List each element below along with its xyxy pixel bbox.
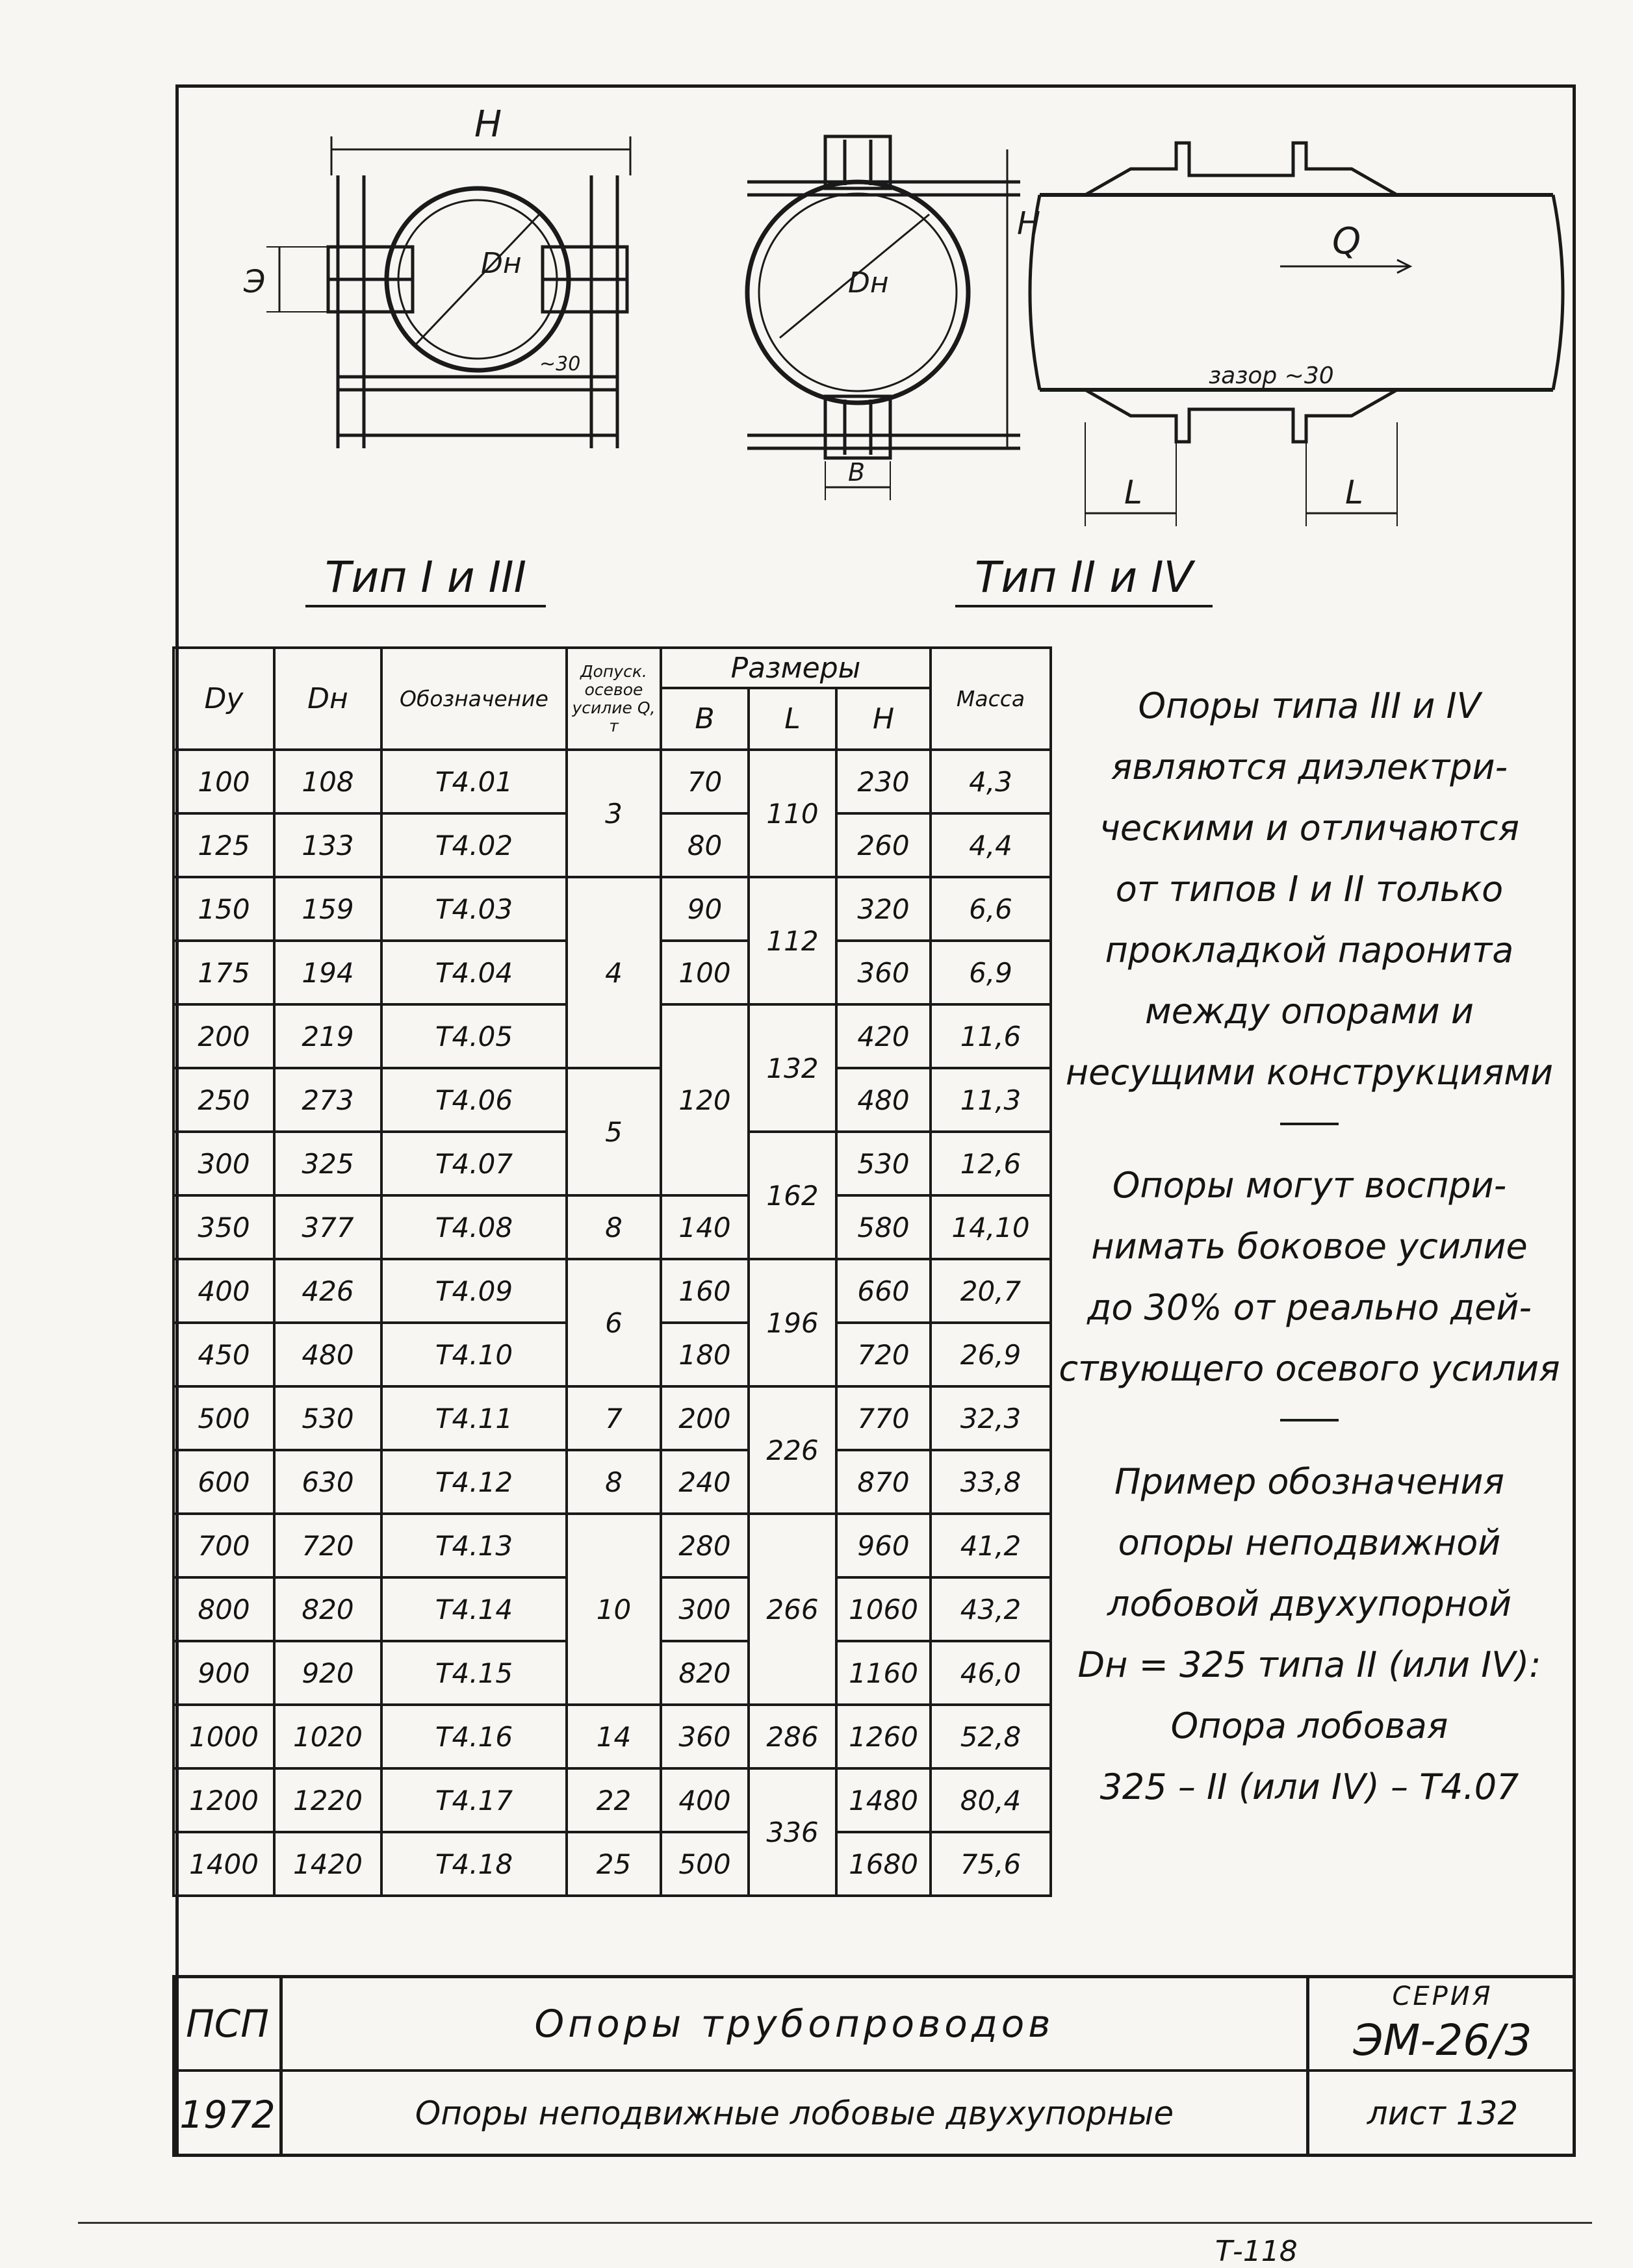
col-header-mass: Масса	[931, 648, 1051, 750]
cell-dy: 175	[174, 941, 274, 1004]
table-row	[174, 1768, 1051, 1832]
spec-table	[172, 646, 1052, 1897]
note-line: Опора лобовая	[1170, 1705, 1448, 1746]
cell-designation: Т4.09	[381, 1259, 567, 1323]
note-line: Опоры могут воспри-	[1112, 1165, 1507, 1206]
cell-mass: 32,3	[931, 1386, 1051, 1450]
cell-b: 160	[661, 1259, 749, 1323]
note-line: ствующего осевого усилия	[1059, 1348, 1560, 1389]
cell-designation: Т4.07	[381, 1132, 567, 1195]
document-subtitle: Опоры неподвижные лобовые двухупорные	[415, 2094, 1174, 2132]
table-row	[174, 1832, 1051, 1896]
cell-dn: 377	[274, 1195, 381, 1259]
cell-force: 10	[567, 1514, 661, 1705]
cell-b: 300	[661, 1577, 749, 1641]
cell-dn: 325	[274, 1132, 381, 1195]
cell-dn: 630	[274, 1450, 381, 1514]
cell-h: 320	[836, 877, 931, 941]
note-divider	[1056, 1110, 1563, 1136]
cell-h: 870	[836, 1450, 931, 1514]
cell-force: 5	[567, 1068, 661, 1195]
left-dim-h-label: H	[474, 103, 502, 146]
cell-l: 196	[749, 1259, 836, 1386]
cell-designation: Т4.12	[381, 1450, 567, 1514]
cell-force: 25	[567, 1832, 661, 1896]
cell-designation: Т4.05	[381, 1004, 567, 1068]
cell-force: 8	[567, 1195, 661, 1259]
note-line: Пример обозначения	[1114, 1461, 1504, 1502]
cell-b: 200	[661, 1386, 749, 1450]
cell-dn: 273	[274, 1068, 381, 1132]
note-line: до 30% от реально дей-	[1087, 1287, 1532, 1328]
series-label: СЕРИЯ	[1392, 1981, 1493, 2011]
cell-h: 530	[836, 1132, 931, 1195]
cell-mass: 11,3	[931, 1068, 1051, 1132]
cell-h: 720	[836, 1323, 931, 1386]
cell-dn: 1420	[274, 1832, 381, 1896]
title-block-divider	[1306, 1978, 1309, 2154]
note-line: нимать боковое усилие	[1091, 1226, 1528, 1267]
cell-mass: 52,8	[931, 1705, 1051, 1768]
cell-b: 180	[661, 1323, 749, 1386]
cell-l: 112	[749, 877, 836, 1004]
year: 1972	[175, 2069, 279, 2157]
cell-b: 360	[661, 1705, 749, 1768]
cell-dy: 350	[174, 1195, 274, 1259]
cell-mass: 6,9	[931, 941, 1051, 1004]
cell-b: 500	[661, 1832, 749, 1896]
cell-designation: Т4.02	[381, 813, 567, 877]
cell-force: 4	[567, 877, 661, 1068]
cell-force: 14	[567, 1705, 661, 1768]
cell-dy: 700	[174, 1514, 274, 1577]
cell-mass: 33,8	[931, 1450, 1051, 1514]
cell-h: 770	[836, 1386, 931, 1450]
cell-force: 6	[567, 1259, 661, 1386]
col-header-designation: Обозначение	[381, 648, 567, 750]
title-block-divider	[279, 1978, 283, 2154]
col-header-l: L	[749, 688, 836, 750]
left-dim-dn-label: Dн	[481, 247, 522, 280]
table-row	[174, 750, 1051, 813]
cell-mass: 4,4	[931, 813, 1051, 877]
cell-force: 7	[567, 1386, 661, 1450]
table-row	[174, 1705, 1051, 1768]
cell-h: 1060	[836, 1577, 931, 1641]
cell-l: 226	[749, 1386, 836, 1514]
col-header-b: В	[661, 688, 749, 750]
cell-dy: 125	[174, 813, 274, 877]
note-line: опоры неподвижной	[1118, 1522, 1501, 1563]
cell-dy: 1000	[174, 1705, 274, 1768]
table-row	[174, 1514, 1051, 1577]
cell-designation: Т4.06	[381, 1068, 567, 1132]
cell-mass: 6,6	[931, 877, 1051, 941]
cell-mass: 11,6	[931, 1004, 1051, 1068]
bottom-rule	[78, 2222, 1592, 2224]
notes-block	[1056, 676, 1563, 1818]
cell-h: 660	[836, 1259, 931, 1323]
cell-mass: 43,2	[931, 1577, 1051, 1641]
cell-dy: 450	[174, 1323, 274, 1386]
cell-dn: 720	[274, 1514, 381, 1577]
cell-l: 132	[749, 1004, 836, 1132]
cell-mass: 41,2	[931, 1514, 1051, 1577]
table-row	[174, 1259, 1051, 1323]
cell-designation: Т4.01	[381, 750, 567, 813]
cell-force: 8	[567, 1450, 661, 1514]
bottom-page-code: Т-118	[1215, 2235, 1298, 2268]
note-line: Dн = 325 типа II (или IV):	[1077, 1644, 1541, 1685]
cell-dn: 530	[274, 1386, 381, 1450]
left-drawing-caption: Тип I и III	[305, 552, 546, 607]
cell-designation: Т4.08	[381, 1195, 567, 1259]
cell-b: 280	[661, 1514, 749, 1577]
cell-b: 100	[661, 941, 749, 1004]
series-value: ЭМ-26/3	[1353, 2015, 1532, 2065]
cell-dy: 100	[174, 750, 274, 813]
cell-b: 240	[661, 1450, 749, 1514]
note-line: являются диэлектри-	[1111, 746, 1508, 787]
cell-designation: Т4.18	[381, 1832, 567, 1896]
cell-dy: 800	[174, 1577, 274, 1641]
cell-dn: 1220	[274, 1768, 381, 1832]
col-header-h: Н	[836, 688, 931, 750]
cell-designation: Т4.16	[381, 1705, 567, 1768]
mid-dim-b-label: В	[848, 458, 866, 487]
cell-dn: 1020	[274, 1705, 381, 1768]
cell-mass: 4,3	[931, 750, 1051, 813]
cell-l: 336	[749, 1768, 836, 1896]
table-row	[174, 877, 1051, 941]
document-title: Опоры трубопроводов	[534, 2002, 1055, 2046]
cell-dy: 300	[174, 1132, 274, 1195]
cell-force: 3	[567, 750, 661, 877]
right-force-label: Q	[1332, 220, 1361, 262]
cell-designation: Т4.10	[381, 1323, 567, 1386]
cell-dn: 219	[274, 1004, 381, 1068]
cell-dn: 480	[274, 1323, 381, 1386]
col-header-force: Допуск. осевое усилие Q, т	[567, 648, 661, 750]
cell-mass: 46,0	[931, 1641, 1051, 1705]
cell-h: 360	[836, 941, 931, 1004]
mid-dim-dn-label: Dн	[848, 266, 889, 299]
cell-dn: 820	[274, 1577, 381, 1641]
left-dim-e-label: Э	[244, 264, 266, 300]
cell-b: 140	[661, 1195, 749, 1259]
table-row	[174, 1068, 1051, 1132]
right-dim-l2-label: L	[1345, 474, 1363, 511]
right-dim-l1-label: L	[1124, 474, 1142, 511]
note-line: прокладкой паронита	[1105, 930, 1514, 971]
cell-h: 230	[836, 750, 931, 813]
cell-dy: 200	[174, 1004, 274, 1068]
cell-designation: Т4.13	[381, 1514, 567, 1577]
cell-mass: 26,9	[931, 1323, 1051, 1386]
cell-dn: 426	[274, 1259, 381, 1323]
cell-l: 110	[749, 750, 836, 877]
sheet-number: лист 132	[1367, 2094, 1519, 2132]
cell-b: 120	[661, 1004, 749, 1195]
note-line: от типов I и II только	[1115, 869, 1504, 910]
left-gap-label: ~30	[539, 353, 581, 376]
cell-h: 420	[836, 1004, 931, 1068]
note-line: лобовой двухупорной	[1107, 1583, 1512, 1624]
right-gap-label: зазор ~30	[1209, 363, 1334, 389]
col-header-dn: Dн	[274, 648, 381, 750]
note-line: Опоры типа III и IV	[1138, 685, 1481, 726]
title-block	[172, 1975, 1576, 2157]
cell-b: 90	[661, 877, 749, 941]
cell-mass: 20,7	[931, 1259, 1051, 1323]
cell-h: 1480	[836, 1768, 931, 1832]
cell-h: 480	[836, 1068, 931, 1132]
cell-dy: 900	[174, 1641, 274, 1705]
cell-designation: Т4.04	[381, 941, 567, 1004]
right-drawing-caption: Тип II и IV	[955, 552, 1213, 607]
cell-mass: 75,6	[931, 1832, 1051, 1896]
cell-dy: 250	[174, 1068, 274, 1132]
cell-designation: Т4.14	[381, 1577, 567, 1641]
spec-table-body	[174, 750, 1051, 1896]
cell-dy: 1400	[174, 1832, 274, 1896]
cell-dy: 1200	[174, 1768, 274, 1832]
cell-b: 80	[661, 813, 749, 877]
col-header-dy: Dу	[174, 648, 274, 750]
cell-mass: 14,10	[931, 1195, 1051, 1259]
note-divider	[1056, 1406, 1563, 1432]
cell-l: 266	[749, 1514, 836, 1705]
cell-dy: 600	[174, 1450, 274, 1514]
note-line: 325 – II (или IV) – Т4.07	[1099, 1766, 1519, 1807]
cell-l: 162	[749, 1132, 836, 1259]
cell-h: 1160	[836, 1641, 931, 1705]
note-line: между опорами и	[1145, 991, 1474, 1032]
cell-l: 286	[749, 1705, 836, 1768]
cell-h: 1260	[836, 1705, 931, 1768]
cell-mass: 80,4	[931, 1768, 1051, 1832]
middle-support-drawing	[747, 136, 1020, 500]
cell-b: 400	[661, 1768, 749, 1832]
table-row	[174, 1195, 1051, 1259]
cell-dy: 500	[174, 1386, 274, 1450]
cell-designation: Т4.15	[381, 1641, 567, 1705]
cell-h: 960	[836, 1514, 931, 1577]
cell-h: 260	[836, 813, 931, 877]
cell-designation: Т4.17	[381, 1768, 567, 1832]
cell-designation: Т4.11	[381, 1386, 567, 1450]
note-line: ческими и отличаются	[1099, 808, 1519, 848]
organization-code: ПСП	[186, 2002, 269, 2046]
cell-dn: 108	[274, 750, 381, 813]
cell-designation: Т4.03	[381, 877, 567, 941]
cell-dn: 920	[274, 1641, 381, 1705]
left-support-drawing	[266, 136, 630, 448]
table-row	[174, 1386, 1051, 1450]
cell-b: 820	[661, 1641, 749, 1705]
cell-h: 1680	[836, 1832, 931, 1896]
cell-dy: 400	[174, 1259, 274, 1323]
note-line: несущими конструкциями	[1065, 1052, 1554, 1093]
cell-dn: 159	[274, 877, 381, 941]
col-header-sizes: Размеры	[661, 648, 931, 688]
mid-dim-h-label: H	[1017, 205, 1041, 242]
cell-dy: 150	[174, 877, 274, 941]
cell-dn: 194	[274, 941, 381, 1004]
right-support-drawing	[1030, 143, 1563, 526]
cell-mass: 12,6	[931, 1132, 1051, 1195]
cell-force: 22	[567, 1768, 661, 1832]
cell-b: 70	[661, 750, 749, 813]
table-row	[174, 1450, 1051, 1514]
cell-dn: 133	[274, 813, 381, 877]
cell-h: 580	[836, 1195, 931, 1259]
